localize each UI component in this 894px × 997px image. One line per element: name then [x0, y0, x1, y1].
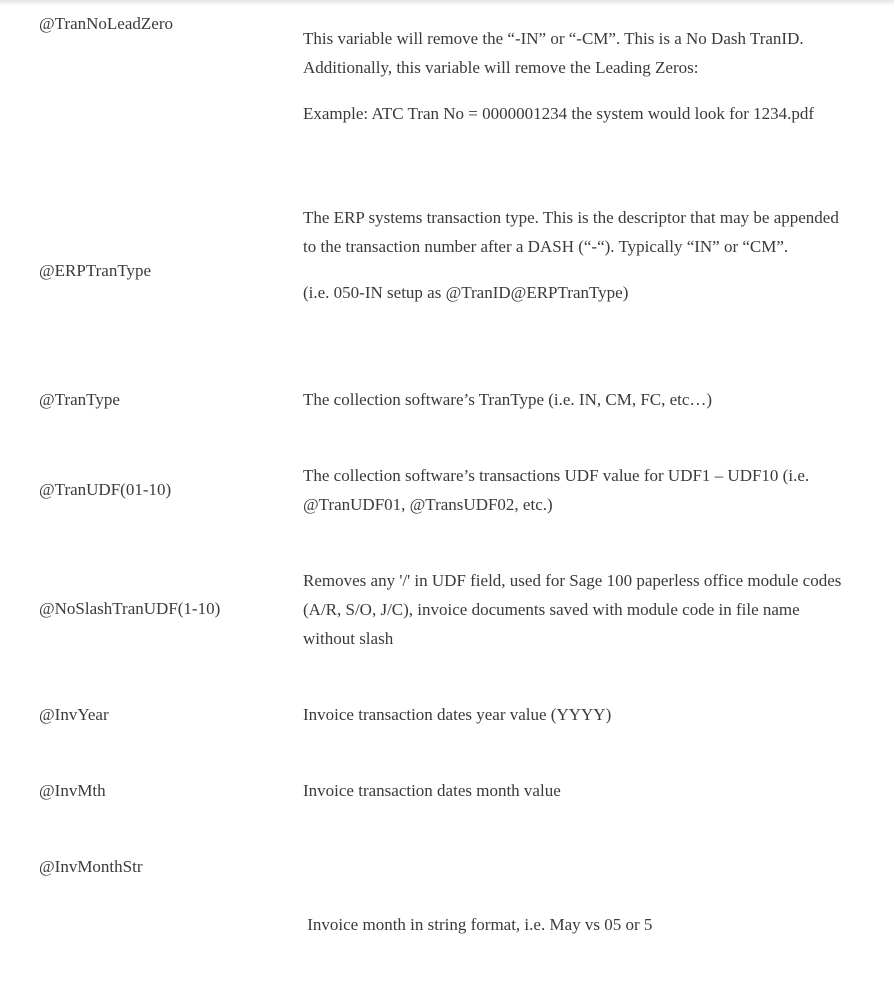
- description-paragraph: This variable will remove the “-IN” or “-CM”. This is a No Dash TranID. Additionally, this variable will remove the Leading Zeros:: [303, 29, 804, 77]
- variable-name: @TranNoLeadZero: [39, 14, 173, 33]
- variable-description: [303, 203, 843, 307]
- description-paragraph: The collection software’s transactions UDF value for UDF1 – UDF10 (i.e. @TranUDF01, @TransUDF02, etc.): [303, 466, 810, 514]
- description-paragraph: Example: ATC Tran No = 0000001234 the system would look for 1234.pdf: [303, 104, 815, 123]
- description-paragraph: Invoice transaction dates month value: [303, 781, 561, 800]
- variable-description: [303, 385, 843, 414]
- description-paragraph: Removes any '/' in UDF field, used for Sage 100 paperless office module codes (A/R, S/O, J/C), invoice documents saved with module code in file name without slash: [303, 571, 842, 648]
- top-shadow: [0, 0, 894, 6]
- variable-name: @InvYear: [39, 705, 109, 724]
- description-paragraph: Invoice transaction dates year value (YYYY): [303, 705, 612, 724]
- variable-description: [303, 852, 843, 997]
- variable-description: [303, 700, 843, 729]
- variable-description: [303, 461, 843, 519]
- variable-name: @ERPTranType: [39, 261, 152, 280]
- variable-name: @NoSlashTranUDF(1-10): [39, 599, 221, 618]
- description-paragraph: (i.e. 050-IN setup as @TranID@ERPTranType): [303, 283, 629, 302]
- variable-name: @TranType: [39, 390, 120, 409]
- variable-name: @TranUDF(01-10): [39, 480, 172, 499]
- description-paragraph: The ERP systems transaction type. This is the descriptor that may be appended to the transaction number after a DASH (“-“). Typically “IN” or “CM”.: [303, 208, 839, 256]
- variable-description: [303, 776, 843, 805]
- variable-name: @InvMth: [39, 781, 106, 800]
- description-paragraph: The collection software’s TranType (i.e. IN, CM, FC, etc…): [303, 390, 713, 409]
- description-paragraph: Invoice month in string format, i.e. May vs 05 or 5: [303, 915, 653, 934]
- variable-name: @InvMonthStr: [39, 857, 143, 876]
- variable-description: [303, 566, 843, 653]
- variable-description: [303, 24, 843, 128]
